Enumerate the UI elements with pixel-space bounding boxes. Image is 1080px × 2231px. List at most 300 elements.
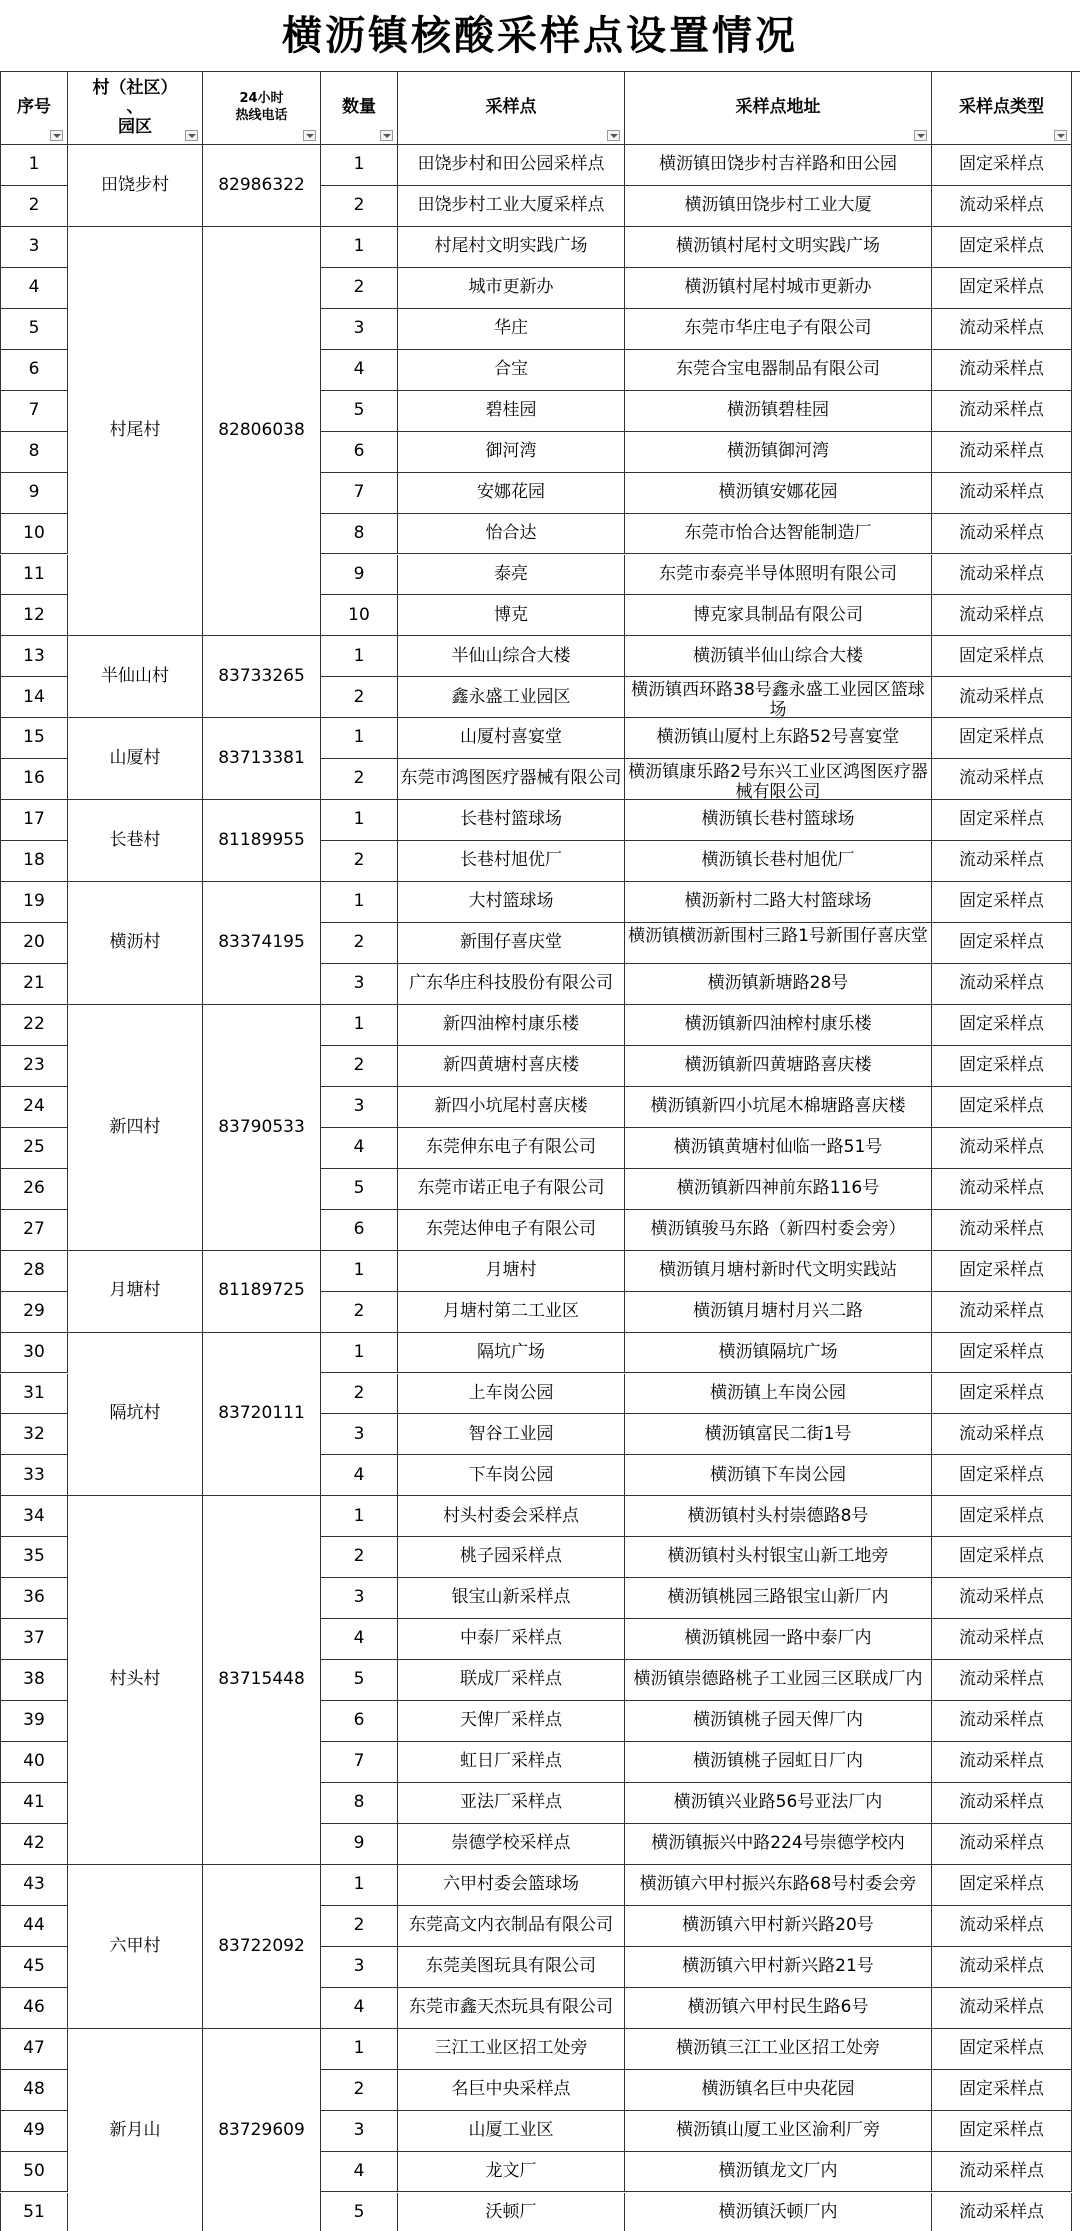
site-cell bbox=[398, 595, 625, 636]
row-number-cell-text: 23 bbox=[23, 1055, 45, 1076]
address-cell bbox=[625, 1374, 932, 1415]
site-cell bbox=[398, 677, 625, 718]
site-cell-text: 名巨中央采样点 bbox=[451, 2078, 571, 2099]
count-cell bbox=[321, 1701, 398, 1742]
header-count bbox=[321, 72, 398, 145]
count-cell bbox=[321, 1333, 398, 1374]
row-number-cell bbox=[0, 1292, 68, 1333]
row-number-cell bbox=[0, 1660, 68, 1701]
address-cell-text: 横沥镇山厦村上东路52号喜宴堂 bbox=[656, 727, 900, 748]
hotline-cell bbox=[203, 636, 321, 718]
row-number-cell-text: 10 bbox=[23, 522, 45, 543]
address-cell-text: 横沥镇兴业路56号亚法厂内 bbox=[673, 1792, 883, 1813]
count-cell-text: 2 bbox=[353, 1546, 365, 1567]
hotline-cell-text: 83713381 bbox=[218, 747, 305, 768]
address-cell bbox=[625, 923, 932, 964]
row-number-cell bbox=[0, 268, 68, 309]
type-cell-text: 固定采样点 bbox=[959, 1505, 1044, 1526]
type-cell-text: 固定采样点 bbox=[959, 1382, 1044, 1403]
site-cell-text: 村尾村文明实践广场 bbox=[434, 236, 588, 257]
type-cell-text: 固定采样点 bbox=[959, 2037, 1044, 2058]
address-cell bbox=[625, 800, 932, 841]
address-cell-text: 横沥镇村尾村文明实践广场 bbox=[676, 236, 880, 257]
site-cell-text: 月塘村 bbox=[485, 1259, 537, 1280]
header-village-line1: 村（社区） bbox=[92, 77, 178, 98]
site-cell bbox=[398, 718, 625, 759]
count-cell-text: 2 bbox=[353, 1055, 365, 1076]
site-cell-text: 泰亮 bbox=[494, 563, 528, 584]
count-cell bbox=[321, 595, 398, 636]
row-number-cell-text: 51 bbox=[23, 2201, 45, 2222]
address-cell-text: 横沥镇黄塘村仙临一路51号 bbox=[673, 1136, 883, 1157]
type-cell bbox=[932, 1414, 1072, 1455]
filter-dropdown-icon[interactable] bbox=[914, 130, 927, 141]
count-cell-text: 5 bbox=[353, 1177, 365, 1198]
address-cell-text: 横沥镇六甲村新兴路21号 bbox=[682, 1955, 874, 1976]
site-cell bbox=[398, 2111, 625, 2152]
address-cell bbox=[625, 2193, 932, 2231]
count-cell bbox=[321, 1660, 398, 1701]
address-cell bbox=[625, 1865, 932, 1906]
row-number-cell bbox=[0, 473, 68, 514]
site-cell bbox=[398, 1865, 625, 1906]
count-cell bbox=[321, 1251, 398, 1292]
row-number-cell bbox=[0, 1414, 68, 1455]
address-cell bbox=[625, 1619, 932, 1660]
site-cell bbox=[398, 1783, 625, 1824]
type-cell bbox=[932, 1455, 1072, 1496]
type-cell bbox=[932, 2029, 1072, 2070]
type-cell-text: 流动采样点 bbox=[959, 1136, 1044, 1157]
row-number-cell bbox=[0, 391, 68, 432]
village-cell-text: 横沥村 bbox=[109, 932, 161, 953]
row-number-cell bbox=[0, 1210, 68, 1251]
address-cell bbox=[625, 2111, 932, 2152]
filter-dropdown-icon[interactable] bbox=[185, 130, 198, 141]
address-cell bbox=[625, 1496, 932, 1537]
row-number-cell-text: 8 bbox=[28, 440, 40, 461]
address-cell-text: 横沥镇桃子园虹日厂内 bbox=[693, 1751, 863, 1772]
row-number-cell bbox=[0, 677, 68, 718]
type-cell-text: 流动采样点 bbox=[959, 1833, 1044, 1854]
row-number-cell-text: 28 bbox=[23, 1259, 45, 1280]
village-cell bbox=[68, 882, 203, 1005]
row-number-cell bbox=[0, 923, 68, 964]
type-cell-text: 流动采样点 bbox=[959, 686, 1044, 707]
type-cell bbox=[932, 882, 1072, 923]
site-cell bbox=[398, 636, 625, 677]
type-cell-text: 流动采样点 bbox=[959, 1628, 1044, 1649]
type-cell-text: 流动采样点 bbox=[959, 2201, 1044, 2222]
site-cell-text: 东莞市鑫天杰玩具有限公司 bbox=[409, 1996, 613, 2017]
address-cell bbox=[625, 1988, 932, 2029]
type-cell bbox=[932, 1619, 1072, 1660]
count-cell-text: 4 bbox=[353, 2160, 365, 2181]
count-cell bbox=[321, 1046, 398, 1087]
type-cell bbox=[932, 555, 1072, 596]
address-cell bbox=[625, 391, 932, 432]
address-cell-text: 横沥镇长巷村旭优厂 bbox=[701, 850, 855, 871]
type-cell bbox=[932, 227, 1072, 268]
count-cell bbox=[321, 514, 398, 555]
site-cell-text: 鑫永盛工业园区 bbox=[451, 686, 571, 707]
address-cell-text: 东莞市华庄电子有限公司 bbox=[684, 317, 872, 338]
site-cell bbox=[398, 759, 625, 800]
row-number-cell bbox=[0, 595, 68, 636]
type-cell-text: 流动采样点 bbox=[959, 1710, 1044, 1731]
address-cell-text: 横沥镇安娜花园 bbox=[718, 481, 838, 502]
address-cell-text: 横沥镇三江工业区招工处旁 bbox=[676, 2037, 880, 2058]
count-cell-text: 9 bbox=[353, 1833, 365, 1854]
type-cell-text: 流动采样点 bbox=[959, 440, 1044, 461]
count-cell-text: 4 bbox=[353, 1464, 365, 1485]
count-cell bbox=[321, 1292, 398, 1333]
type-cell bbox=[932, 268, 1072, 309]
count-cell bbox=[321, 227, 398, 268]
address-cell-text: 横沥镇村尾村城市更新办 bbox=[684, 277, 872, 298]
row-number-cell-text: 5 bbox=[28, 317, 40, 338]
site-cell-text: 碧桂园 bbox=[485, 399, 537, 420]
count-cell bbox=[321, 2111, 398, 2152]
count-cell-text: 1 bbox=[353, 2037, 365, 2058]
type-cell-text: 流动采样点 bbox=[959, 850, 1044, 871]
count-cell bbox=[321, 964, 398, 1005]
count-cell bbox=[321, 1783, 398, 1824]
site-cell-text: 广东华庄科技股份有限公司 bbox=[409, 973, 613, 994]
count-cell bbox=[321, 677, 398, 718]
address-cell-text: 横沥镇村头村崇德路8号 bbox=[687, 1505, 869, 1526]
count-cell-text: 1 bbox=[353, 1259, 365, 1280]
address-cell bbox=[625, 1906, 932, 1947]
hotline-cell bbox=[203, 800, 321, 882]
row-number-cell-text: 49 bbox=[23, 2119, 45, 2140]
filter-dropdown-icon[interactable] bbox=[1054, 130, 1067, 141]
row-number-cell-text: 1 bbox=[28, 154, 40, 175]
type-cell-text: 流动采样点 bbox=[959, 1669, 1044, 1690]
header-type bbox=[932, 72, 1072, 145]
site-cell-text: 东莞美图玩具有限公司 bbox=[426, 1955, 596, 1976]
site-cell bbox=[398, 1742, 625, 1783]
filter-dropdown-icon[interactable] bbox=[607, 130, 620, 141]
site-cell bbox=[398, 1988, 625, 2029]
type-cell bbox=[932, 2111, 1072, 2152]
header-seq bbox=[0, 72, 68, 145]
address-cell-text: 横沥镇新塘路28号 bbox=[707, 973, 849, 994]
row-number-cell bbox=[0, 2152, 68, 2193]
address-cell bbox=[625, 555, 932, 596]
hotline-cell-text: 83374195 bbox=[218, 932, 305, 953]
site-cell bbox=[398, 432, 625, 473]
site-cell-text: 怡合达 bbox=[485, 522, 537, 543]
type-cell bbox=[932, 1578, 1072, 1619]
row-number-cell bbox=[0, 1783, 68, 1824]
filter-dropdown-icon[interactable] bbox=[50, 130, 63, 141]
type-cell bbox=[932, 841, 1072, 882]
hotline-cell bbox=[203, 1496, 321, 1865]
site-cell-text: 桃子园采样点 bbox=[460, 1546, 562, 1567]
count-cell-text: 2 bbox=[353, 1382, 365, 1403]
count-cell-text: 2 bbox=[353, 932, 365, 953]
type-cell bbox=[932, 1292, 1072, 1333]
hotline-cell bbox=[203, 718, 321, 800]
address-cell bbox=[625, 432, 932, 473]
row-number-cell-text: 39 bbox=[23, 1710, 45, 1731]
type-cell-text: 流动采样点 bbox=[959, 563, 1044, 584]
hotline-cell bbox=[203, 882, 321, 1005]
row-number-cell-text: 21 bbox=[23, 973, 45, 994]
type-cell bbox=[932, 1333, 1072, 1374]
filter-dropdown-icon[interactable] bbox=[303, 130, 316, 141]
type-cell bbox=[932, 391, 1072, 432]
type-cell bbox=[932, 432, 1072, 473]
hotline-cell-text: 83790533 bbox=[218, 1116, 305, 1137]
type-cell bbox=[932, 1660, 1072, 1701]
count-cell bbox=[321, 1865, 398, 1906]
header-hotline-line1: 24小时 bbox=[239, 91, 284, 107]
site-cell bbox=[398, 227, 625, 268]
site-cell-text: 天俾厂采样点 bbox=[460, 1710, 562, 1731]
count-cell bbox=[321, 841, 398, 882]
row-number-cell bbox=[0, 186, 68, 227]
village-cell bbox=[68, 1251, 203, 1333]
site-cell-text: 村头村委会采样点 bbox=[443, 1505, 579, 1526]
site-cell bbox=[398, 2193, 625, 2231]
count-cell-text: 1 bbox=[353, 154, 365, 175]
row-number-cell bbox=[0, 309, 68, 350]
site-cell bbox=[398, 964, 625, 1005]
site-cell-text: 中泰厂采样点 bbox=[460, 1628, 562, 1649]
address-cell bbox=[625, 1251, 932, 1292]
hotline-cell bbox=[203, 1251, 321, 1333]
count-cell-text: 2 bbox=[353, 1300, 365, 1321]
site-cell-text: 银宝山新采样点 bbox=[451, 1587, 571, 1608]
type-cell bbox=[932, 1988, 1072, 2029]
count-cell-text: 4 bbox=[353, 1628, 365, 1649]
count-cell-text: 1 bbox=[353, 1014, 365, 1035]
address-cell bbox=[625, 1333, 932, 1374]
address-cell-text: 横沥镇下车岗公园 bbox=[710, 1464, 846, 1485]
type-cell-text: 流动采样点 bbox=[959, 317, 1044, 338]
address-cell-text: 横沥镇桃园一路中泰厂内 bbox=[684, 1628, 872, 1649]
count-cell bbox=[321, 759, 398, 800]
type-cell-text: 流动采样点 bbox=[959, 768, 1044, 789]
type-cell bbox=[932, 514, 1072, 555]
address-cell bbox=[625, 2029, 932, 2070]
site-cell-text: 新四油榨村康乐楼 bbox=[443, 1014, 579, 1035]
village-cell bbox=[68, 1496, 203, 1865]
address-cell-text: 横沥镇康乐路2号东兴工业区鸿图医疗器械有限公司 bbox=[628, 762, 928, 801]
count-cell bbox=[321, 1455, 398, 1496]
address-cell bbox=[625, 309, 932, 350]
count-cell-text: 10 bbox=[348, 604, 370, 625]
site-cell bbox=[398, 555, 625, 596]
type-cell bbox=[932, 1537, 1072, 1578]
type-cell-text: 流动采样点 bbox=[959, 1751, 1044, 1772]
type-cell bbox=[932, 473, 1072, 514]
address-cell-text: 横沥镇骏马东路（新四村委会旁） bbox=[650, 1218, 906, 1239]
count-cell-text: 1 bbox=[353, 809, 365, 830]
count-cell-text: 7 bbox=[353, 1751, 365, 1772]
address-cell bbox=[625, 677, 932, 718]
site-cell bbox=[398, 1619, 625, 1660]
village-cell-text: 新月山 bbox=[109, 2119, 161, 2140]
site-cell bbox=[398, 800, 625, 841]
row-number-cell-text: 9 bbox=[28, 481, 40, 502]
count-cell-text: 6 bbox=[353, 1710, 365, 1731]
count-cell-text: 1 bbox=[353, 1341, 365, 1362]
address-cell-text: 横沥镇桃园三路银宝山新厂内 bbox=[667, 1587, 889, 1608]
site-cell bbox=[398, 1210, 625, 1251]
type-cell bbox=[932, 2152, 1072, 2193]
filter-dropdown-icon[interactable] bbox=[380, 130, 393, 141]
address-cell bbox=[625, 1169, 932, 1210]
address-cell-text: 横沥镇月塘村月兴二路 bbox=[693, 1300, 863, 1321]
count-cell bbox=[321, 1947, 398, 1988]
row-number-cell bbox=[0, 759, 68, 800]
count-cell-text: 3 bbox=[353, 1955, 365, 1976]
site-cell-text: 东莞市鸿图医疗器械有限公司 bbox=[400, 768, 622, 789]
type-cell bbox=[932, 1496, 1072, 1537]
row-number-cell bbox=[0, 2111, 68, 2152]
count-cell bbox=[321, 1414, 398, 1455]
site-cell-text: 华庄 bbox=[494, 317, 528, 338]
type-cell bbox=[932, 1783, 1072, 1824]
count-cell-text: 5 bbox=[353, 2201, 365, 2222]
row-number-cell bbox=[0, 800, 68, 841]
type-cell-text: 流动采样点 bbox=[959, 604, 1044, 625]
type-cell bbox=[932, 1947, 1072, 1988]
row-number-cell-text: 42 bbox=[23, 1833, 45, 1854]
site-cell-text: 六甲村委会篮球场 bbox=[443, 1874, 579, 1895]
type-cell bbox=[932, 1005, 1072, 1046]
count-cell-text: 3 bbox=[353, 1587, 365, 1608]
row-number-cell-text: 26 bbox=[23, 1177, 45, 1198]
row-number-cell-text: 31 bbox=[23, 1382, 45, 1403]
row-number-cell bbox=[0, 227, 68, 268]
hotline-cell bbox=[203, 1333, 321, 1497]
address-cell-text: 横沥镇村头村银宝山新工地旁 bbox=[667, 1546, 889, 1567]
row-number-cell bbox=[0, 964, 68, 1005]
address-cell-text: 横沥镇新四小坑尾木棉塘路喜庆楼 bbox=[650, 1096, 906, 1117]
village-cell bbox=[68, 800, 203, 882]
row-number-cell bbox=[0, 1251, 68, 1292]
row-number-cell-text: 12 bbox=[23, 604, 45, 625]
type-cell-text: 流动采样点 bbox=[959, 522, 1044, 543]
site-cell bbox=[398, 2070, 625, 2111]
count-cell-text: 5 bbox=[353, 1669, 365, 1690]
row-number-cell bbox=[0, 1005, 68, 1046]
address-cell-text: 横沥镇半仙山综合大楼 bbox=[693, 645, 863, 666]
count-cell bbox=[321, 1537, 398, 1578]
count-cell bbox=[321, 1210, 398, 1251]
address-cell-text: 东莞合宝电器制品有限公司 bbox=[676, 358, 880, 379]
count-cell-text: 4 bbox=[353, 358, 365, 379]
count-cell-text: 4 bbox=[353, 1136, 365, 1157]
count-cell-text: 3 bbox=[353, 1423, 365, 1444]
row-number-cell bbox=[0, 514, 68, 555]
row-number-cell-text: 43 bbox=[23, 1874, 45, 1895]
type-cell bbox=[932, 718, 1072, 759]
address-cell-text: 横沥镇崇德路桃子工业园三区联成厂内 bbox=[633, 1669, 923, 1690]
type-cell bbox=[932, 1906, 1072, 1947]
address-cell bbox=[625, 473, 932, 514]
type-cell-text: 固定采样点 bbox=[959, 891, 1044, 912]
site-cell-text: 月塘村第二工业区 bbox=[443, 1300, 579, 1321]
site-cell bbox=[398, 2029, 625, 2070]
address-cell-text: 横沥镇田饶步村工业大厦 bbox=[684, 195, 872, 216]
site-cell-text: 新围仔喜庆堂 bbox=[460, 932, 562, 953]
row-number-cell bbox=[0, 1865, 68, 1906]
count-cell bbox=[321, 350, 398, 391]
count-cell bbox=[321, 2029, 398, 2070]
address-cell-text: 东莞市泰亮半导体照明有限公司 bbox=[659, 563, 897, 584]
row-number-cell-text: 40 bbox=[23, 1751, 45, 1772]
row-number-cell-text: 35 bbox=[23, 1546, 45, 1567]
village-cell-text: 六甲村 bbox=[109, 1935, 161, 1956]
count-cell bbox=[321, 432, 398, 473]
type-cell bbox=[932, 1251, 1072, 1292]
hotline-cell-text: 83729609 bbox=[218, 2119, 305, 2140]
address-cell bbox=[625, 718, 932, 759]
type-cell bbox=[932, 350, 1072, 391]
address-cell bbox=[625, 636, 932, 677]
header-village bbox=[68, 72, 203, 145]
village-cell bbox=[68, 1865, 203, 2029]
count-cell-text: 8 bbox=[353, 522, 365, 543]
site-cell bbox=[398, 514, 625, 555]
count-cell-text: 2 bbox=[353, 850, 365, 871]
count-cell bbox=[321, 1374, 398, 1415]
count-cell bbox=[321, 1496, 398, 1537]
site-cell-text: 三江工业区招工处旁 bbox=[434, 2037, 588, 2058]
row-number-cell-text: 38 bbox=[23, 1669, 45, 1690]
address-cell bbox=[625, 1578, 932, 1619]
row-number-cell-text: 19 bbox=[23, 891, 45, 912]
row-number-cell bbox=[0, 1455, 68, 1496]
type-cell bbox=[932, 595, 1072, 636]
hotline-cell bbox=[203, 1865, 321, 2029]
type-cell bbox=[932, 1087, 1072, 1128]
type-cell-text: 固定采样点 bbox=[959, 932, 1044, 953]
type-cell-text: 固定采样点 bbox=[959, 1546, 1044, 1567]
row-number-cell-text: 15 bbox=[23, 727, 45, 748]
site-cell bbox=[398, 2152, 625, 2193]
address-cell bbox=[625, 1701, 932, 1742]
address-cell-text: 横沥镇六甲村振兴东路68号村委会旁 bbox=[639, 1874, 917, 1895]
row-number-cell bbox=[0, 350, 68, 391]
site-cell-text: 虹日厂采样点 bbox=[460, 1751, 562, 1772]
header-hotline-line2: 热线电话 bbox=[235, 108, 288, 123]
row-number-cell bbox=[0, 841, 68, 882]
site-cell bbox=[398, 1046, 625, 1087]
address-cell bbox=[625, 1660, 932, 1701]
count-cell-text: 7 bbox=[353, 481, 365, 502]
count-cell-text: 3 bbox=[353, 317, 365, 338]
row-number-cell-text: 36 bbox=[23, 1587, 45, 1608]
type-cell bbox=[932, 1824, 1072, 1865]
count-cell bbox=[321, 1906, 398, 1947]
row-number-cell bbox=[0, 718, 68, 759]
address-cell bbox=[625, 268, 932, 309]
site-cell bbox=[398, 1128, 625, 1169]
row-number-cell-text: 50 bbox=[23, 2160, 45, 2181]
count-cell bbox=[321, 309, 398, 350]
header-address bbox=[625, 72, 932, 145]
hotline-cell bbox=[203, 1005, 321, 1251]
site-cell-text: 上车岗公园 bbox=[468, 1382, 554, 1403]
row-number-cell bbox=[0, 1537, 68, 1578]
row-number-cell bbox=[0, 1742, 68, 1783]
